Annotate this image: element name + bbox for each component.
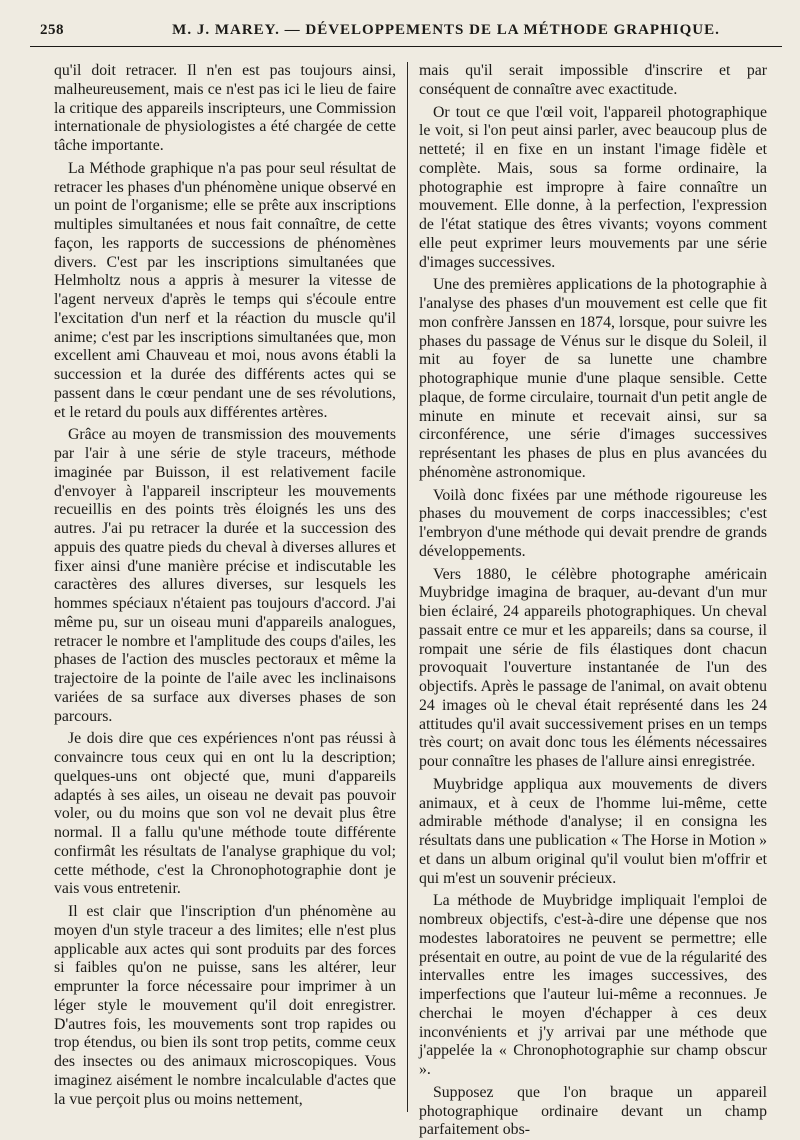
- page-number: 258: [40, 22, 64, 38]
- paragraph: Il est clair que l'inscription d'un phénomène au moyen d'un style traceur a des limites; elle n'est plus applicable aux actes qui sont produits par des forces si faibles qu'on ne puisse, sans les altérer, leur emprunter la force nécessaire pour imprimer à un léger style le mouvement qu'il doit enregistrer. D'autres fois, les mouvements sont trop rapides ou trop étendus, ou bien ils sont trop petits, comme ceux des insectes ou des animaux microscopiques. Vous imaginez aisément le nombre incalculable d'actes que la vue perçoit plus ou moins nettement,: [54, 903, 396, 1108]
- running-title: M. J. MAREY. — DÉVELOPPEMENTS DE LA MÉTHODE GRAPHIQUE.: [172, 22, 720, 38]
- paragraph: La méthode de Muybridge impliquait l'emploi de nombreux objectifs, c'est-à-dire une dépense que nos modestes laboratoires ne peuvent se permettre; elle présentait en outre, au point de vue de la régularité des intervalles entre les images successives, des imperfections que l'auteur lui-même a reconnues. Je cherchai le moyen d'échapper à ces deux inconvénients et j'y arrivai par une méthode que j'appelée la « Chronophotographie sur champ obscur ».: [419, 892, 767, 1078]
- left-column: [54, 62, 396, 1120]
- paragraph: mais qu'il serait impossible d'inscrire et par conséquent de connaître avec exactitude.: [419, 62, 767, 98]
- page-header: [30, 20, 782, 47]
- paragraph: Vers 1880, le célèbre photographe américain Muybridge imagina de braquer, au-devant d'un mur bien éclairé, 24 appareils photographiques. Un cheval passait entre ce mur et les appareils; dans sa course, il rompait une série de fils élastiques dont chacun provoquait l'ouverture instantanée de l'un des objectifs. Après le passage de l'animal, on avait obtenu 24 images où le cheval était représenté dans les 24 attitudes qu'il avait successivement prises en un temps très court; on avait donc tous les éléments nécessaires pour connaître les phases de l'allure ainsi enregistrée.: [419, 565, 767, 770]
- paragraph: Muybridge appliqua aux mouvements de divers animaux, et à ceux de l'homme lui-même, cette admirable méthode d'analyse; il en consigna les résultats dans une publication « The Horse in Motion » et dans un album original qu'il voulut bien m'offrir et qui m'est un souvenir précieux.: [419, 775, 767, 887]
- right-column: [419, 62, 767, 1139]
- paragraph: Or tout ce que l'œil voit, l'appareil photographique le voit, si l'on peut ainsi parler, avec beaucoup plus de netteté; il en fixe en un instant l'image fidèle et complète. Mais, sous sa forme ordinaire, la photographie est impropre à faire connaître un mouvement. Elle donne, à la perfection, l'expression de l'état statique des êtres vivants; voyons comment elle peut exprimer leurs mouvements par une série d'images successives.: [419, 103, 767, 271]
- column-divider: [407, 62, 408, 1112]
- paragraph: Grâce au moyen de transmission des mouvements par l'air à une série de style traceurs, méthode imaginée par Buisson, il est relativement facile d'envoyer à l'appareil inscripteur les mouvements recueillis en des points très éloignés les uns des autres. J'ai pu retracer la durée et la succession des appuis des quatre pieds du cheval à diverses allures et fixer ainsi d'une manière précise et indiscutable les caractères des allures diverses, sur lesquels les hommes spéciaux n'étaient pas toujours d'accord. J'ai même pu, sur un oiseau muni d'appareils analogues, retracer le nombre et l'amplitude des coups d'ailes, les phases de l'action des muscles pectoraux et même la trajectoire de la pointe de l'aile avec les inclinaisons variées de sa surface aux diverses phases de son parcours.: [54, 426, 396, 725]
- paragraph: Je dois dire que ces expériences n'ont pas réussi à convaincre tous ceux qui en ont lu la description; quelques-uns ont objecté que, muni d'appareils adaptés à ses ailes, un oiseau ne devait pas pouvoir voler, ou du moins que son vol ne devait plus être normal. Il a fallu qu'une méthode toute différente confirmât les résultats de l'analyse graphique du vol; cette méthode, c'est la Chronophotographie dont je vais vous entretenir.: [54, 730, 396, 898]
- paragraph: qu'il doit retracer. Il n'en est pas toujours ainsi, malheureusement, mais ce n'est pas ici le lieu de faire la critique des appareils inscripteurs, une Commission internationale de physiologistes a été chargée de cette tâche importante.: [54, 62, 396, 154]
- paragraph: Voilà donc fixées par une méthode rigoureuse les phases du mouvement de corps inaccessibles; c'est l'embryon d'une méthode qui devait prendre de grands développements.: [419, 486, 767, 560]
- paragraph: Supposez que l'on braque un appareil photographique ordinaire devant un champ parfaitement obs-: [419, 1083, 767, 1139]
- paragraph: Une des premières applications de la photographie à l'analyse des phases d'un mouvement est celle que fit mon confrère Janssen en 1874, lorsque, pour suivre les phases du passage de Vénus sur le disque du Soleil, il mit au foyer de sa lunette une chambre photographique munie d'une plaque sensible. Cette plaque, de forme circulaire, tournait d'un petit angle de minute en minute et recevait ainsi, sur sa circonférence, une série d'images successives représentant les phases de plus en plus avancées du phénomène astronomique.: [419, 276, 767, 481]
- paragraph: La Méthode graphique n'a pas pour seul résultat de retracer les phases d'un phénomène unique observé en un point de l'organisme; elle se prête aux inscriptions multiples simultanées et nous fait connaître, de cette façon, les rapports de successions de phénomènes divers. C'est par les inscriptions simultanées que Helmholtz nous a appris à mesurer la vitesse de l'agent nerveux d'après le temps qui s'écoule entre l'excitation d'un nerf et la réaction du muscle qu'il anime; c'est par les inscriptions simultanées que, mon excellent ami Chauveau et moi, nous avons établi la succession et la durée des différents actes qui se passent dans le cœur pendant une de ses révolutions, et le retard du pouls aux différentes artères.: [54, 159, 396, 421]
